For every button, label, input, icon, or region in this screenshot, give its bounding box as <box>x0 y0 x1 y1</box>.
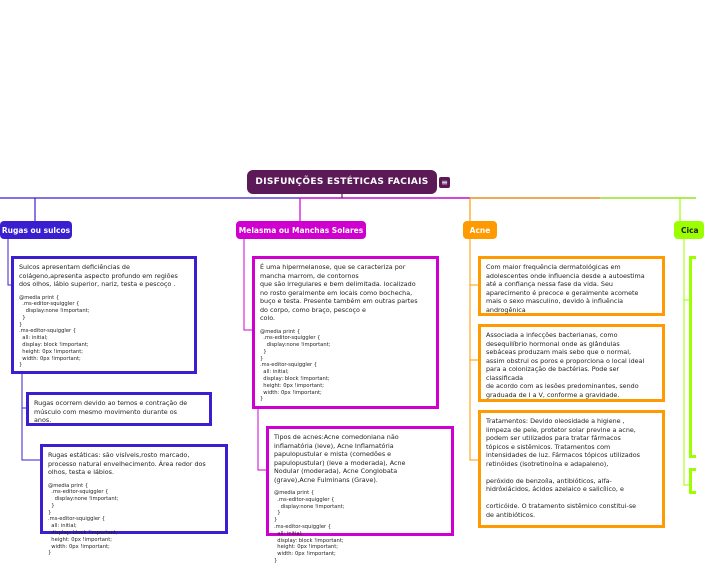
melasma-node-tipos-acnes[interactable] <box>266 426 454 564</box>
rugas-node-sulcos[interactable] <box>11 256 197 374</box>
root-topic-label: DISFUNÇÕES ESTÉTICAS FACIAIS <box>255 177 429 187</box>
branch-melasma-label: Melasma ou Manchas Solares <box>238 225 364 235</box>
rugas-node-contracao[interactable] <box>26 392 212 426</box>
melasma-node-tipos-acnes-code: @media print { .ms-editor-squiggler { display:none !important; } } .ms-editor-squiggler { all: initial; display: block !important; height: 0px !important; width: 0px !important; } <box>274 490 345 564</box>
rugas-node-estaticas[interactable] <box>40 444 228 557</box>
rugas-node-sulcos-code: @media print { .ms-editor-squiggler { display:none !important; } } .ms-editor-squiggler { all: initial; display: block !important; height: 0px !important; width: 0px !important; } <box>19 294 90 369</box>
branch-rugas[interactable] <box>0 221 72 239</box>
branch-melasma[interactable] <box>236 221 366 239</box>
melasma-node-hipermelanose-text: É uma hipermelanose, que se caracteriza por mancha marrom, de contornos que são irregulares e bem delimitada. localizado no rosto geralmente em locais como bochecha, buço e testa. Presente também em outras partes do corpo, como braço, pescoço e colo. <box>260 263 418 322</box>
branch-acne-label: Acne <box>469 225 491 235</box>
branch-cica-label: Cica <box>681 225 699 235</box>
acne-node-frequencia[interactable] <box>478 256 665 316</box>
cica-node-1[interactable] <box>689 256 696 458</box>
branch-acne[interactable] <box>463 221 497 239</box>
menu-icon[interactable]: ≡ <box>439 177 450 188</box>
melasma-node-tipos-acnes-text: Tipos de acnes:Acne comedoniana não inflamatória (leve), Acne Inflamatória papulopustular e mista (comedões e papulopustular) (leve a moderada), Acne Nodular (moderada), Acne Conglobata (grave),Acne Fulminans (Grave). <box>274 433 406 484</box>
root-topic[interactable] <box>247 170 437 194</box>
rugas-node-contracao-text: Rugas ocorrem devido ao temos e contração de músculo com mesmo movimento durante os anos. <box>34 399 188 424</box>
melasma-node-hipermelanose[interactable] <box>252 256 439 409</box>
rugas-node-estaticas-code: @media print { .ms-editor-squiggler { display:none !important; } } .ms-editor-squiggler { all: initial; display: block !important; height: 0px !important; width: 0px !important; } <box>48 482 119 557</box>
branch-rugas-label: Rugas ou sulcos <box>1 225 71 235</box>
acne-node-infeccoes[interactable] <box>478 324 665 402</box>
rugas-node-sulcos-text: Sulcos apresentam deficiências de colágeno,apresenta aspecto profundo em regiões dos olhos, lábio superior, nariz, testa e pescoço . <box>19 263 178 288</box>
branch-cica[interactable] <box>674 221 704 239</box>
acne-node-tratamentos-text: Tratamentos: Devido oleosidade a higiene , limpeza de pele, protetor solar previne a acne, podem ser utilizados para tratar fármacos tópicos e sistêmicos. Tratamentos com intensidades de luz. Fármacos tópicos utilizados retinóides (isotretinoína e adapaleno), peróxido de benzoíla, antibióticos, alfa- hidróxiácidos, ácidos azelaico e salicílico, e corticóide. O tratamento sistêmico constitui-se de antibióticos. <box>486 417 640 519</box>
acne-node-frequencia-text: Com maior frequência dermatológicas em adolescentes onde influencia desde a autoestima até a confiança nessa fase da vida. Seu aparecimento é precoce e geralmente acomete mais o sexo masculino, devido à influência androgênica <box>486 263 645 314</box>
melasma-node-hipermelanose-code: @media print { .ms-editor-squiggler { display:none !important; } } .ms-editor-squiggler { all: initial; display: block !important; height: 0px !important; width: 0px !important; } <box>260 328 331 403</box>
acne-node-tratamentos[interactable] <box>478 410 665 528</box>
acne-node-infeccoes-text: Associada a infecções bacterianas, como desequilíbrio hormonal onde as glândulas sebáceas produzam mais sebo que o normal, assim obstrui os poros e proporciona o local ideal para a colonização de bactérias. Pode ser classificada de acordo com as lesões predominantes, sendo graduada de I a V, conforme a gravidade. <box>486 331 645 399</box>
cica-node-2[interactable] <box>689 468 696 494</box>
rugas-node-estaticas-text: Rugas estáticas: são visíveis,rosto marcado, processo natural envelhecimento. Área redor dos olhos, testa e lábios. <box>48 451 206 476</box>
